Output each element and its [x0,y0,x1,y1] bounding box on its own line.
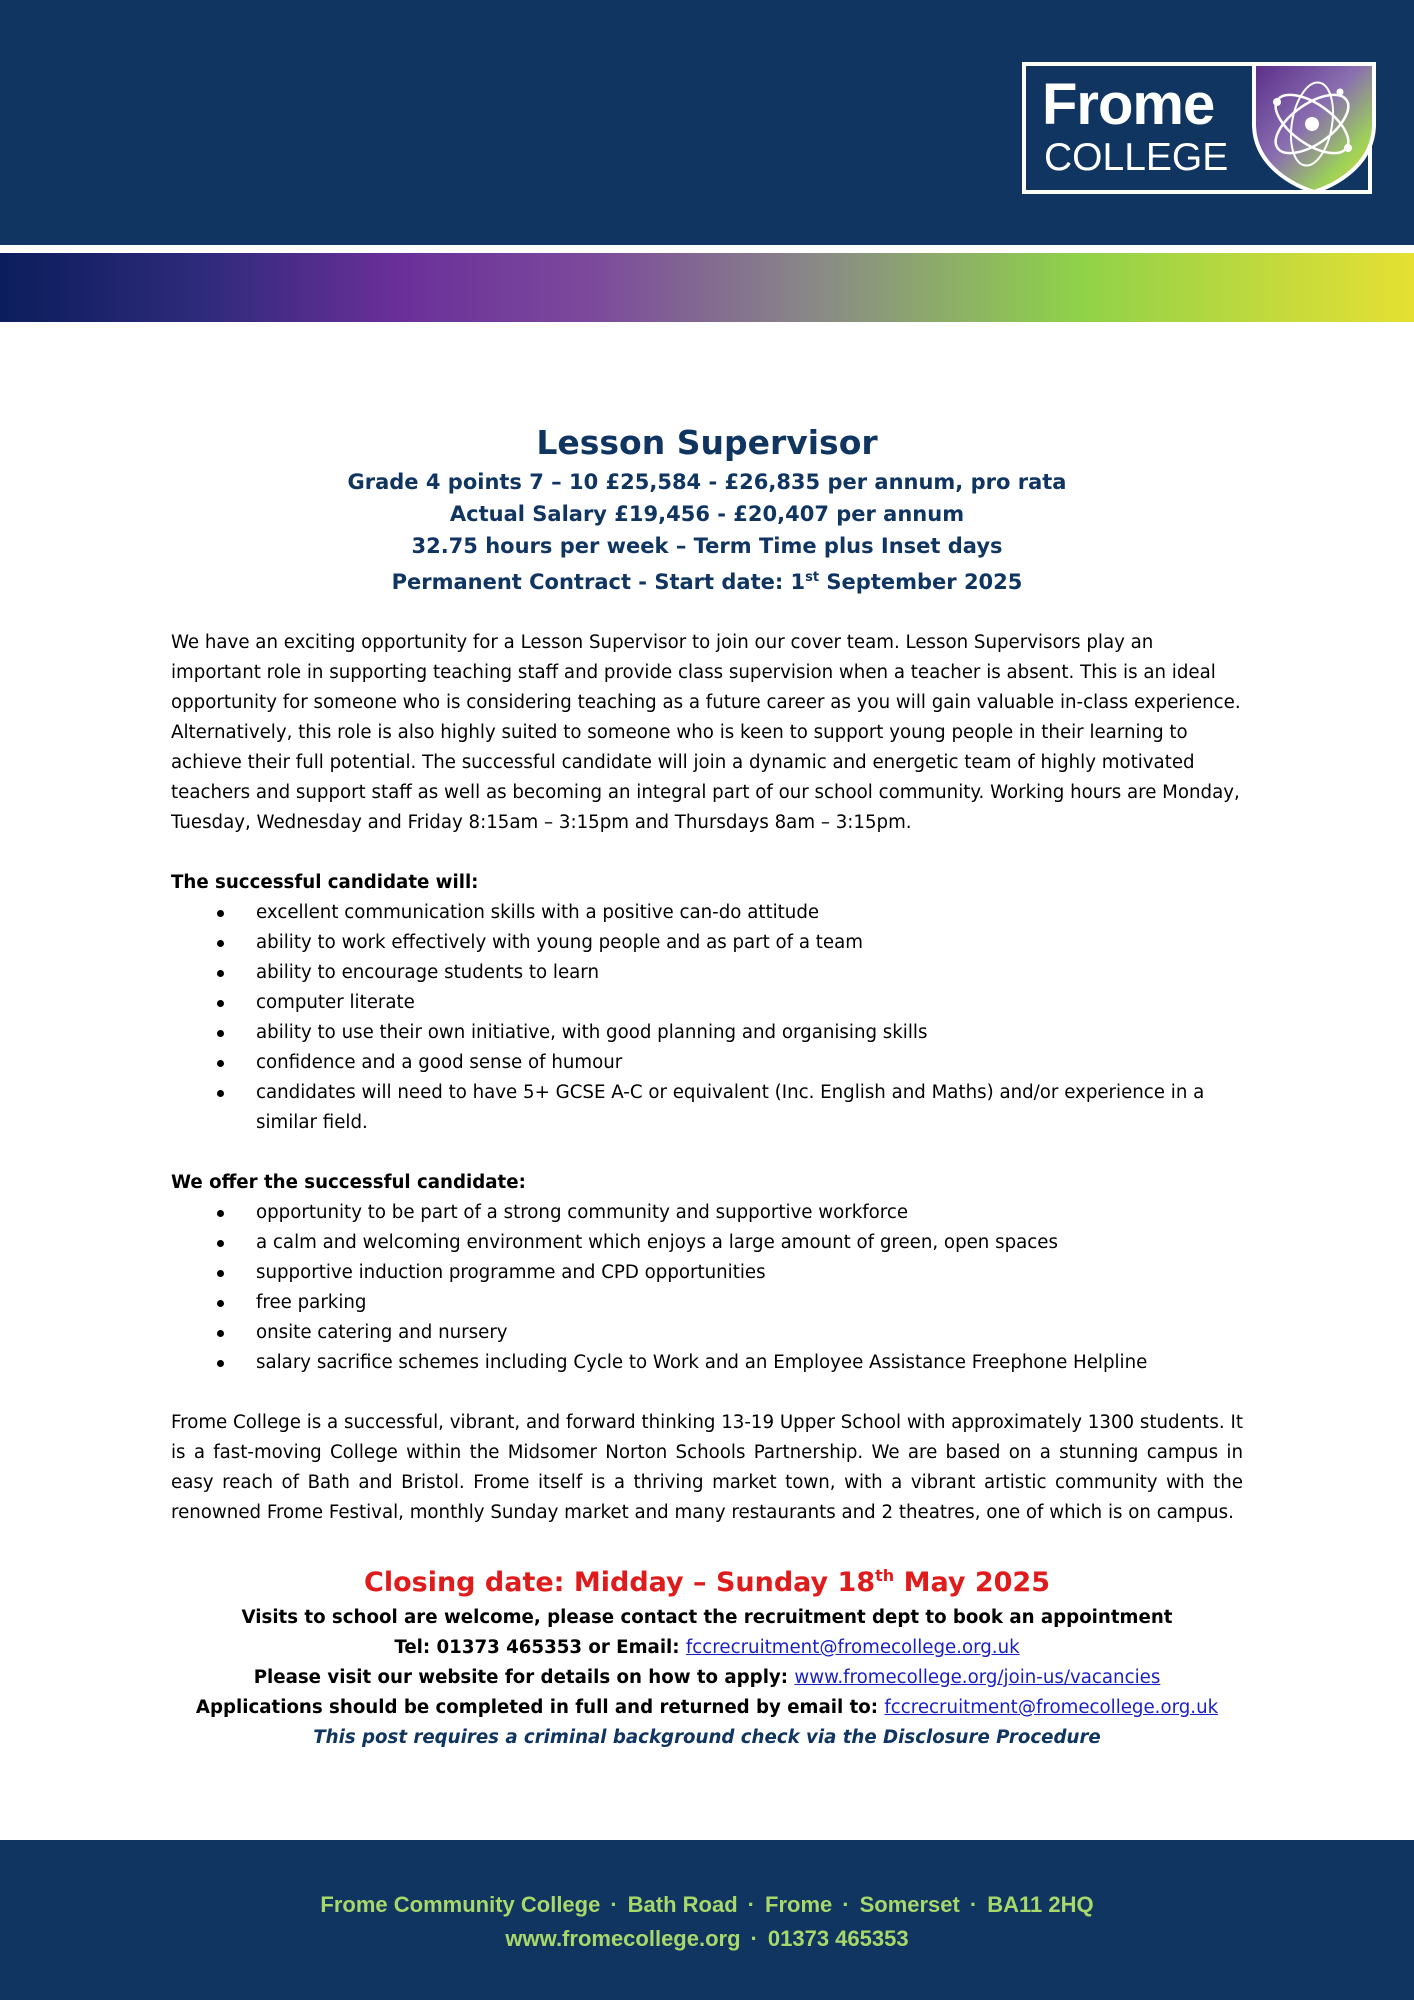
bullet-icon [217,1360,224,1367]
job-title: Lesson Supervisor [536,423,878,462]
bullet-icon [217,1210,224,1217]
footer-phone: 01373 465353 [767,1926,909,1951]
apply-line [171,1693,1243,1723]
closing-date-sup: th [875,1566,895,1585]
footer-separator: · [747,1892,755,1917]
candidate-list [171,898,1243,1138]
list-item: supportive induction programme and CPD opportunities [171,1258,1243,1288]
list-item: ability to work effectively with young people and as part of a team [171,928,1243,958]
list-item: confidence and a good sense of humour [171,1048,1243,1078]
hours-line: 32.75 hours per week – Term Time plus Inset days [411,534,1003,558]
footer-address [0,1892,1414,1918]
apply-text: Applications should be completed in full and returned by email to: [195,1697,885,1718]
bullet-icon [217,1330,224,1337]
footer-county: Somerset [859,1892,960,1917]
footer-town: Frome [765,1892,833,1917]
list-item: a calm and welcoming environment which enjoys a large amount of green, open spaces [171,1228,1243,1258]
bullet-icon [217,1090,224,1097]
contract-line [171,562,1243,598]
bullet-icon [217,1270,224,1277]
list-item: onsite catering and nursery [171,1318,1243,1348]
list-item: salary sacrifice schemes including Cycle to Work and an Employee Assistance Freephone Helpline [171,1348,1243,1378]
bullet-icon [217,1000,224,1007]
vacancies-link[interactable]: www.fromecollege.org/join-us/vacancies [794,1667,1161,1688]
footer-separator: · [610,1892,618,1917]
footer-contact [0,1926,1414,1952]
footer-postcode: BA11 2HQ [987,1892,1094,1917]
logo-name: Frome [1042,72,1215,137]
frome-college-logo [1022,62,1372,194]
actual-salary-line: Actual Salary £19,456 - £20,407 per annum [449,502,965,526]
list-item: opportunity to be part of a strong community and supportive workforce [171,1198,1243,1228]
bullet-icon [217,1060,224,1067]
bullet-icon [217,970,224,977]
closing-block [171,1556,1243,1753]
bullet-icon [217,910,224,917]
recruitment-email-link[interactable]: fccrecruitment@fromecollege.org.uk [685,1637,1020,1658]
list-item: computer literate [171,988,1243,1018]
candidate-heading: The successful candidate will: [171,872,479,893]
closing-date [171,1556,1243,1603]
contract-text: Permanent Contract - Start date: 1 [391,570,806,594]
apply-email-link[interactable]: fccrecruitment@fromecollege.org.uk [884,1697,1219,1718]
footer-college-name: Frome Community College [320,1892,601,1917]
advert-content [171,420,1243,1753]
offer-list [171,1198,1243,1378]
gradient-banner [0,253,1414,322]
contract-sup: st [805,570,820,585]
footer-band [0,1840,1414,2000]
tel-email-line [171,1633,1243,1663]
bullet-icon [217,1030,224,1037]
bullet-icon [217,940,224,947]
closing-date-text: Closing date: Midday – Sunday 18 [364,1567,876,1598]
bullet-icon [217,1300,224,1307]
contract-date: September 2025 [819,570,1023,594]
website-line [171,1663,1243,1693]
closing-date-month: May 2025 [894,1567,1050,1598]
about-paragraph: Frome College is a successful, vibrant, and forward thinking 13-19 Upper School with approximately 1300 students. It is a fast-moving College within the Midsomer Norton Schools Partnership. We are based on a stunning campus in easy reach of Bath and Bristol. Frome itself is a thriving market town, with a vibrant artistic community with the renowned Frome Festival, monthly Sunday market and many restaurants and 2 theatres, one of which is on campus. [171,1412,1243,1523]
bullet-icon [217,1240,224,1247]
offer-heading: We offer the successful candidate: [171,1172,526,1193]
shield-emblem-icon [1252,62,1376,194]
list-item: excellent communication skills with a positive can-do attitude [171,898,1243,928]
header-divider [0,245,1414,253]
list-item: ability to encourage students to learn [171,958,1243,988]
title-block [171,420,1243,598]
disclosure-note: This post requires a criminal background check via the Disclosure Procedure [313,1727,1101,1748]
footer-separator: · [842,1892,850,1917]
footer-website[interactable]: www.fromecollege.org [505,1926,741,1951]
intro-paragraph: We have an exciting opportunity for a Lesson Supervisor to join our cover team. Lesson Supervisors play an important role in supporting teaching staff and provide class supervision when a teacher is absent. This is an ideal opportunity for someone who is considering teaching as a future career as you will gain valuable in-class experience. Alternatively, this role is also highly suited to someone who is keen to support young people in their learning to achieve their full potential. The successful candidate will join a dynamic and energetic team of highly motivated teachers and support staff as well as becoming an integral part of our school community. Working hours are Monday, Tuesday, Wednesday and Friday 8:15am – 3:15pm and Thursdays 8am – 3:15pm. [171,632,1241,833]
footer-road: Bath Road [627,1892,738,1917]
website-text: Please visit our website for details on how to apply: [253,1667,795,1688]
list-item: ability to use their own initiative, with good planning and organising skills [171,1018,1243,1048]
logo-subtitle: COLLEGE [1044,136,1229,179]
list-item: candidates will need to have 5+ GCSE A-C or equivalent (Inc. English and Maths) and/or experience in a similar field. [171,1078,1243,1138]
visits-line: Visits to school are welcome, please contact the recruitment dept to book an appointment [241,1607,1173,1628]
grade-line: Grade 4 points 7 – 10 £25,584 - £26,835 per annum, pro rata [347,470,1067,494]
tel-text: Tel: 01373 465353 or Email: [394,1637,686,1658]
footer-separator: · [750,1926,758,1951]
list-item: free parking [171,1288,1243,1318]
footer-separator: · [969,1892,978,1917]
